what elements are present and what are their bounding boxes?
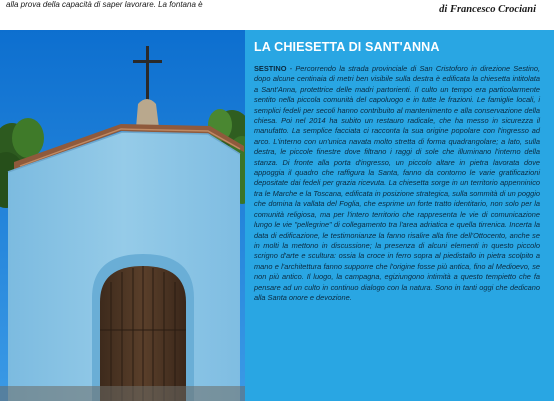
article-body bbox=[254, 64, 540, 303]
author-byline: di Francesco Crociani bbox=[439, 4, 536, 15]
article-title: LA CHIESETTA DI SANT'ANNA bbox=[254, 40, 440, 54]
article-text: - Percorrendo la strada provinciale di San Cristoforo in direzione Sestino, dopo alcune centinaia di metri ben visibile sulla destra è edificata la chiesetta intitolata a Sant'Anna, protettrice delle madri partorienti. Il culto un tempo era particolarmente sentito nella piccola comunità del capoluogo e in tutte le frazioni. Le famiglie locali, i semplici fedeli per secoli hanno contribuito al mantenimento e alla conservazione della chiesa. Poi nel 2014 ha subito un restauro radicale, che ha messo in sicurezza il manufatto. La semplice facciata ci racconta la sua origine popolare con l'ingresso ad arco. L'interno con un'unica navata molto stretta di forma quadrangolare; a lato, sulla destra, le piccole finestre dove filtrano i raggi di sole che illuminano l'interno della stanza. Di fronte alla porta d'ingresso, un piccolo altare in pietra lavorata dove appoggia il quadro che raffigura la Santa, fanno da contorno le varie gratificazioni depositate dai fedeli per grazia ricevuta. La chiesetta sorge in un territorio appenninico tra le Marche e la Toscana, edificata in posizione strategica, sulla sommità di un poggio che domina la vallata del Foglia, che esprime un forte tratto identitario, non solo per la comunità religiosa, ma per l'intero territorio che rappresenta le vie di comunicazione lungo le vie "pellegrine" di collegamento tra l'area adriatica e quella tirrenica. Incerta la data di edificazione, le testimonianze la fanno risalire alla fine dell'Ottocento, anche se in molti la mettono in discussione; la presenza di alcuni elementi in questo piccolo scrigno d'arte e scultura: ossia la croce in ferro sopra al piedistallo in pietra scolpito a mano e l'architettura fanno supporre che l'origine fosse più antica, fino al Medioevo, se non più antico. Il luogo, la campagna, egiziungono intimità a questo tempietto che fa pensare ad un culto in continuo dialogo con la natura. Sono in tanti oggi che dedicano alla Santa onore e devozione. bbox=[254, 64, 540, 302]
article-panel bbox=[245, 30, 554, 401]
article-lead: SESTINO bbox=[254, 64, 287, 73]
previous-column-text: alla prova della capacità di saper lavorare. La fontana è bbox=[6, 0, 203, 9]
chapel-photo bbox=[0, 30, 245, 401]
top-strip bbox=[0, 0, 554, 30]
chapel-illustration bbox=[0, 30, 245, 401]
